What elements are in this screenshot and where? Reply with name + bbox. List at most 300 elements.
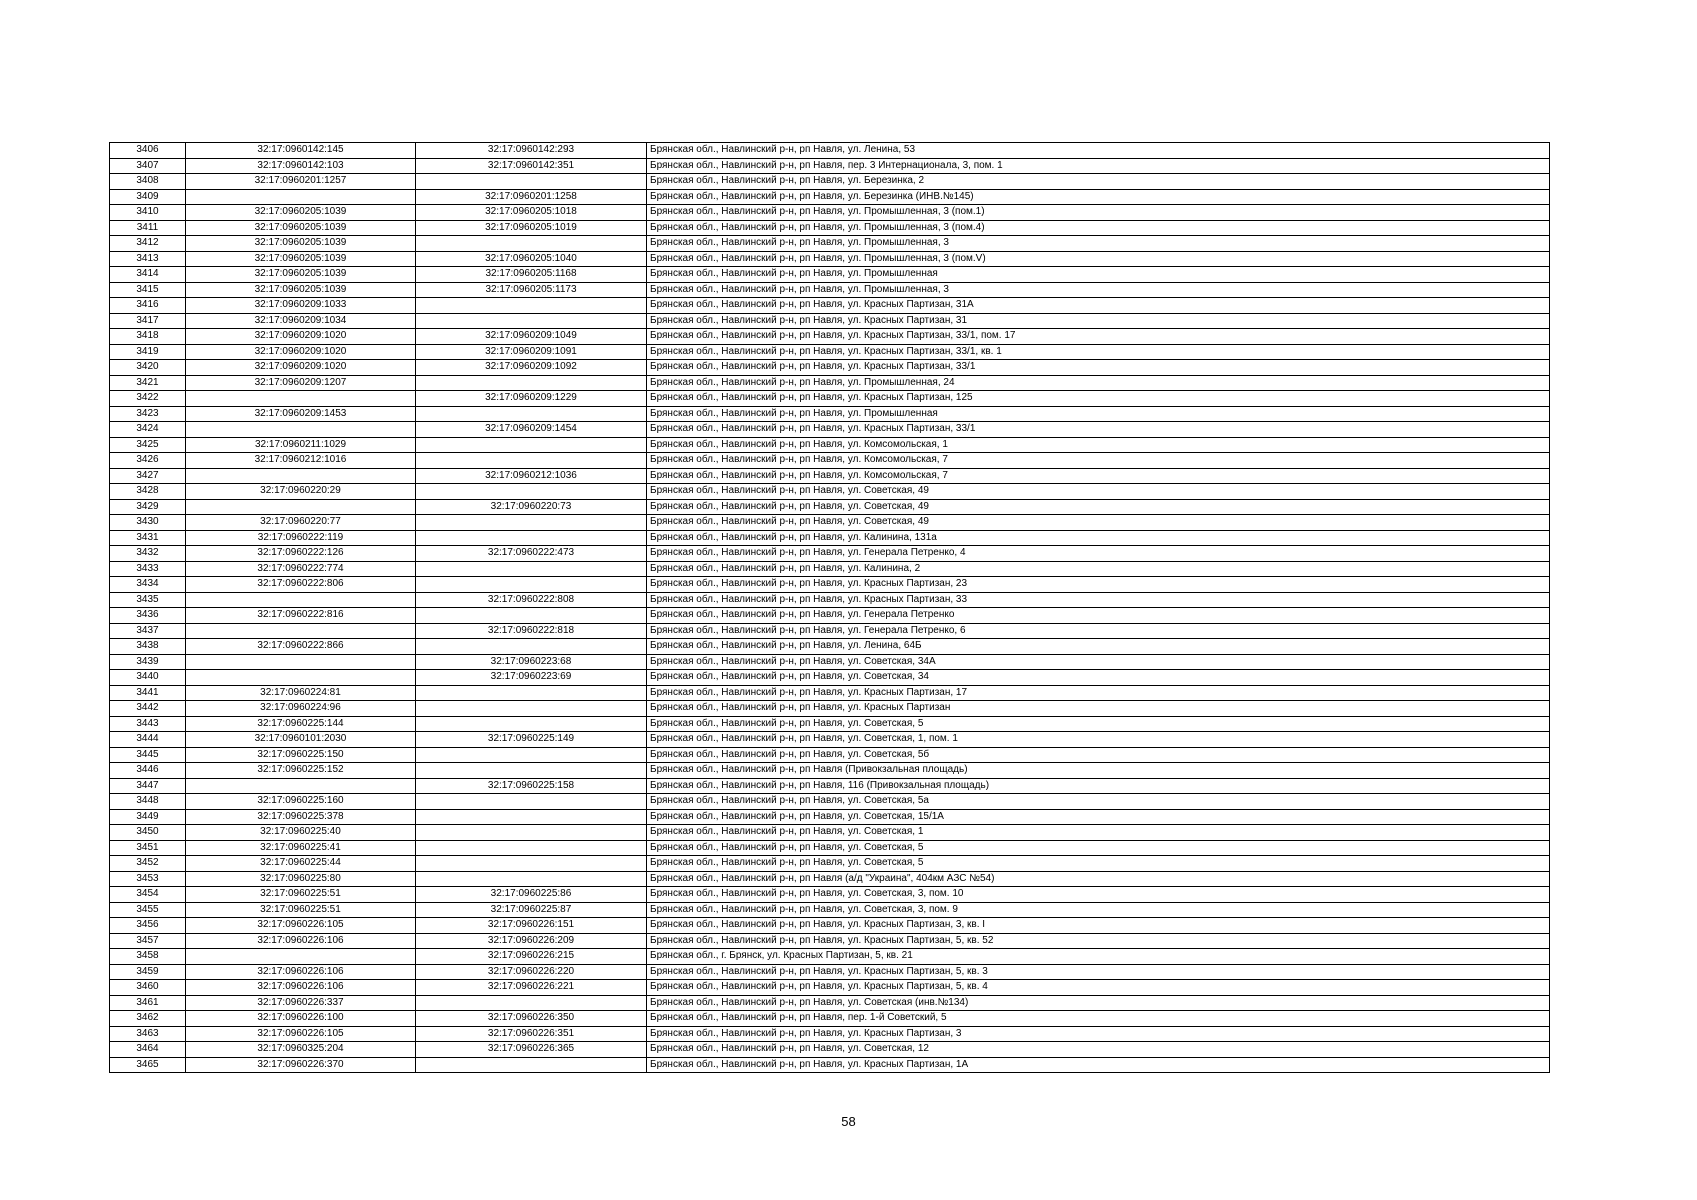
address-cell: Брянская обл., Навлинский р-н, рп Навля, ул. Красных Партизан, 33 (647, 592, 1550, 608)
row-number-cell: 3463 (110, 1026, 186, 1042)
object-number-cell: 32:17:0960226:215 (416, 949, 647, 965)
row-number-cell: 3443 (110, 716, 186, 732)
parcel-number-cell: 32:17:0960205:1039 (186, 220, 416, 236)
table-row (110, 825, 1550, 841)
parcel-number-cell (186, 468, 416, 484)
table-row (110, 964, 1550, 980)
address-cell: Брянская обл., Навлинский р-н, рп Навля, ул. Калинина, 131а (647, 530, 1550, 546)
address-cell: Брянская обл., Навлинский р-н, рп Навля, ул. Комсомольская, 1 (647, 437, 1550, 453)
table-row (110, 313, 1550, 329)
table-row (110, 143, 1550, 159)
address-cell: Брянская обл., Навлинский р-н, рп Навля, ул. Промышленная, 3 (пом.1) (647, 205, 1550, 221)
address-cell: Брянская обл., Навлинский р-н, рп Навля, ул. Красных Партизан, 3, кв. I (647, 918, 1550, 934)
table-row (110, 732, 1550, 748)
table-row (110, 1042, 1550, 1058)
address-cell: Брянская обл., Навлинский р-н, рп Навля, ул. Советская, 5 (647, 716, 1550, 732)
table-row (110, 391, 1550, 407)
table-row (110, 856, 1550, 872)
row-number-cell: 3453 (110, 871, 186, 887)
address-cell: Брянская обл., Навлинский р-н, рп Навля, ул. Промышленная, 3 (пом.V) (647, 251, 1550, 267)
row-number-cell: 3429 (110, 499, 186, 515)
address-cell: Брянская обл., Навлинский р-н, рп Навля, ул. Генерала Петренко, 4 (647, 546, 1550, 562)
address-cell: Брянская обл., Навлинский р-н, рп Навля, ул. Красных Партизан (647, 701, 1550, 717)
table-row (110, 608, 1550, 624)
parcel-number-cell: 32:17:0960226:106 (186, 980, 416, 996)
object-number-cell: 32:17:0960226:350 (416, 1011, 647, 1027)
parcel-number-cell: 32:17:0960224:81 (186, 685, 416, 701)
address-cell: Брянская обл., Навлинский р-н, рп Навля, ул. Советская, 5 (647, 856, 1550, 872)
object-number-cell: 32:17:0960142:293 (416, 143, 647, 159)
table-row (110, 654, 1550, 670)
object-number-cell (416, 716, 647, 732)
object-number-cell: 32:17:0960223:69 (416, 670, 647, 686)
table-row (110, 933, 1550, 949)
parcel-number-cell: 32:17:0960225:51 (186, 887, 416, 903)
row-number-cell: 3419 (110, 344, 186, 360)
row-number-cell: 3442 (110, 701, 186, 717)
object-number-cell: 32:17:0960226:351 (416, 1026, 647, 1042)
address-cell: Брянская обл., Навлинский р-н, рп Навля, ул. Красных Партизан, 17 (647, 685, 1550, 701)
row-number-cell: 3433 (110, 561, 186, 577)
address-cell: Брянская обл., Навлинский р-н, рп Навля, ул. Ленина, 64Б (647, 639, 1550, 655)
parcel-number-cell (186, 391, 416, 407)
table-row (110, 763, 1550, 779)
table-row (110, 809, 1550, 825)
parcel-number-cell: 32:17:0960226:100 (186, 1011, 416, 1027)
object-number-cell: 32:17:0960225:158 (416, 778, 647, 794)
address-cell: Брянская обл., Навлинский р-н, рп Навля, ул. Генерала Петренко, 6 (647, 623, 1550, 639)
object-number-cell (416, 840, 647, 856)
parcel-number-cell: 32:17:0960209:1020 (186, 329, 416, 345)
table-row (110, 747, 1550, 763)
parcel-number-cell: 32:17:0960225:144 (186, 716, 416, 732)
row-number-cell: 3416 (110, 298, 186, 314)
parcel-number-cell: 32:17:0960222:119 (186, 530, 416, 546)
object-number-cell: 32:17:0960142:351 (416, 158, 647, 174)
row-number-cell: 3421 (110, 375, 186, 391)
row-number-cell: 3430 (110, 515, 186, 531)
row-number-cell: 3465 (110, 1057, 186, 1073)
parcel-number-cell: 32:17:0960205:1039 (186, 282, 416, 298)
address-cell: Брянская обл., Навлинский р-н, рп Навля, ул. Промышленная (647, 267, 1550, 283)
table-row (110, 1057, 1550, 1073)
object-number-cell (416, 1057, 647, 1073)
object-number-cell (416, 871, 647, 887)
table-row (110, 205, 1550, 221)
address-cell: Брянская обл., Навлинский р-н, рп Навля, ул. Советская, 49 (647, 515, 1550, 531)
address-cell: Брянская обл., Навлинский р-н, рп Навля, ул. Генерала Петренко (647, 608, 1550, 624)
row-number-cell: 3447 (110, 778, 186, 794)
parcel-number-cell: 32:17:0960222:806 (186, 577, 416, 593)
row-number-cell: 3435 (110, 592, 186, 608)
row-number-cell: 3457 (110, 933, 186, 949)
parcel-number-cell: 32:17:0960226:105 (186, 1026, 416, 1042)
parcel-number-cell (186, 670, 416, 686)
table-row (110, 499, 1550, 515)
object-number-cell (416, 701, 647, 717)
row-number-cell: 3456 (110, 918, 186, 934)
address-cell: Брянская обл., Навлинский р-н, рп Навля (Привокзальная площадь) (647, 763, 1550, 779)
row-number-cell: 3406 (110, 143, 186, 159)
parcel-number-cell: 32:17:0960211:1029 (186, 437, 416, 453)
table-row (110, 251, 1550, 267)
object-number-cell: 32:17:0960205:1168 (416, 267, 647, 283)
address-cell: Брянская обл., Навлинский р-н, рп Навля, ул. Советская, 1 (647, 825, 1550, 841)
object-number-cell: 32:17:0960220:73 (416, 499, 647, 515)
object-number-cell (416, 406, 647, 422)
row-number-cell: 3440 (110, 670, 186, 686)
object-number-cell: 32:17:0960209:1049 (416, 329, 647, 345)
address-cell: Брянская обл., Навлинский р-н, рп Навля, пер. 1-й Советский, 5 (647, 1011, 1550, 1027)
address-cell: Брянская обл., Навлинский р-н, рп Навля, ул. Промышленная, 24 (647, 375, 1550, 391)
object-number-cell (416, 608, 647, 624)
parcel-number-cell (186, 949, 416, 965)
parcel-number-cell: 32:17:0960225:160 (186, 794, 416, 810)
parcel-number-cell: 32:17:0960225:44 (186, 856, 416, 872)
row-number-cell: 3449 (110, 809, 186, 825)
row-number-cell: 3432 (110, 546, 186, 562)
object-number-cell (416, 825, 647, 841)
address-cell: Брянская обл., Навлинский р-н, рп Навля, ул. Советская, 34А (647, 654, 1550, 670)
table-row (110, 437, 1550, 453)
parcel-number-cell: 32:17:0960222:774 (186, 561, 416, 577)
parcel-number-cell: 32:17:0960220:29 (186, 484, 416, 500)
table-row (110, 561, 1550, 577)
object-number-cell (416, 856, 647, 872)
object-number-cell (416, 577, 647, 593)
address-cell: Брянская обл., г. Брянск, ул. Красных Партизан, 5, кв. 21 (647, 949, 1550, 965)
parcel-number-cell: 32:17:0960209:1020 (186, 360, 416, 376)
parcel-number-cell: 32:17:0960225:51 (186, 902, 416, 918)
table-row (110, 995, 1550, 1011)
row-number-cell: 3431 (110, 530, 186, 546)
address-cell: Брянская обл., Навлинский р-н, рп Навля, ул. Комсомольская, 7 (647, 468, 1550, 484)
address-cell: Брянская обл., Навлинский р-н, рп Навля, ул. Красных Партизан, 33/1 (647, 360, 1550, 376)
table-row (110, 794, 1550, 810)
table-row (110, 778, 1550, 794)
address-cell: Брянская обл., Навлинский р-н, рп Навля, ул. Советская, 5а (647, 794, 1550, 810)
row-number-cell: 3411 (110, 220, 186, 236)
address-cell: Брянская обл., Навлинский р-н, рп Навля, ул. Красных Партизан, 3 (647, 1026, 1550, 1042)
table-row (110, 1011, 1550, 1027)
address-cell: Брянская обл., Навлинский р-н, рп Навля, ул. Калинина, 2 (647, 561, 1550, 577)
row-number-cell: 3437 (110, 623, 186, 639)
row-number-cell: 3446 (110, 763, 186, 779)
table-row (110, 158, 1550, 174)
object-number-cell: 32:17:0960209:1091 (416, 344, 647, 360)
object-number-cell: 32:17:0960212:1036 (416, 468, 647, 484)
object-number-cell (416, 375, 647, 391)
parcel-number-cell: 32:17:0960101:2030 (186, 732, 416, 748)
table-body (110, 143, 1550, 1073)
row-number-cell: 3417 (110, 313, 186, 329)
object-number-cell (416, 515, 647, 531)
address-cell: Брянская обл., Навлинский р-н, рп Навля, ул. Промышленная, 3 (647, 282, 1550, 298)
address-cell: Брянская обл., Навлинский р-н, рп Навля, 116 (Привокзальная площадь) (647, 778, 1550, 794)
row-number-cell: 3420 (110, 360, 186, 376)
parcel-number-cell: 32:17:0960226:105 (186, 918, 416, 934)
row-number-cell: 3439 (110, 654, 186, 670)
table-row (110, 1026, 1550, 1042)
table-row (110, 174, 1550, 190)
row-number-cell: 3422 (110, 391, 186, 407)
object-number-cell: 32:17:0960222:473 (416, 546, 647, 562)
row-number-cell: 3438 (110, 639, 186, 655)
table-row (110, 918, 1550, 934)
object-number-cell: 32:17:0960226:221 (416, 980, 647, 996)
row-number-cell: 3413 (110, 251, 186, 267)
object-number-cell (416, 453, 647, 469)
parcel-number-cell (186, 592, 416, 608)
row-number-cell: 3426 (110, 453, 186, 469)
row-number-cell: 3428 (110, 484, 186, 500)
cadastral-table (109, 142, 1550, 1073)
object-number-cell (416, 639, 647, 655)
table-row (110, 298, 1550, 314)
address-cell: Брянская обл., Навлинский р-н, рп Навля, ул. Ленина, 53 (647, 143, 1550, 159)
object-number-cell: 32:17:0960222:818 (416, 623, 647, 639)
object-number-cell (416, 794, 647, 810)
address-cell: Брянская обл., Навлинский р-н, рп Навля, ул. Советская, 3, пом. 10 (647, 887, 1550, 903)
row-number-cell: 3459 (110, 964, 186, 980)
row-number-cell: 3464 (110, 1042, 186, 1058)
object-number-cell (416, 685, 647, 701)
row-number-cell: 3455 (110, 902, 186, 918)
row-number-cell: 3452 (110, 856, 186, 872)
address-cell: Брянская обл., Навлинский р-н, рп Навля, ул. Красных Партизан, 23 (647, 577, 1550, 593)
table-row (110, 546, 1550, 562)
parcel-number-cell: 32:17:0960225:152 (186, 763, 416, 779)
table-row (110, 592, 1550, 608)
object-number-cell: 32:17:0960225:86 (416, 887, 647, 903)
address-cell: Брянская обл., Навлинский р-н, рп Навля (а/д "Украина", 404км АЗС №54) (647, 871, 1550, 887)
table-row (110, 840, 1550, 856)
table-row (110, 422, 1550, 438)
address-cell: Брянская обл., Навлинский р-н, рп Навля, ул. Красных Партизан, 33/1 (647, 422, 1550, 438)
parcel-number-cell: 32:17:0960205:1039 (186, 267, 416, 283)
table-row (110, 453, 1550, 469)
parcel-number-cell (186, 778, 416, 794)
parcel-number-cell: 32:17:0960142:145 (186, 143, 416, 159)
parcel-number-cell: 32:17:0960226:370 (186, 1057, 416, 1073)
address-cell: Брянская обл., Навлинский р-н, рп Навля, ул. Советская (инв.№134) (647, 995, 1550, 1011)
address-cell: Брянская обл., Навлинский р-н, рп Навля, ул. Советская, 12 (647, 1042, 1550, 1058)
parcel-number-cell: 32:17:0960226:337 (186, 995, 416, 1011)
parcel-number-cell (186, 499, 416, 515)
address-cell: Брянская обл., Навлинский р-н, рп Навля, ул. Советская, 34 (647, 670, 1550, 686)
address-cell: Брянская обл., Навлинский р-н, рп Навля, ул. Красных Партизан, 33/1, пом. 17 (647, 329, 1550, 345)
row-number-cell: 3454 (110, 887, 186, 903)
parcel-number-cell: 32:17:0960222:126 (186, 546, 416, 562)
page-number: 58 (841, 1114, 856, 1129)
table-row (110, 468, 1550, 484)
row-number-cell: 3410 (110, 205, 186, 221)
address-cell: Брянская обл., Навлинский р-н, рп Навля, ул. Красных Партизан, 33/1, кв. 1 (647, 344, 1550, 360)
parcel-number-cell: 32:17:0960209:1453 (186, 406, 416, 422)
table-row (110, 344, 1550, 360)
object-number-cell (416, 437, 647, 453)
object-number-cell (416, 763, 647, 779)
parcel-number-cell: 32:17:0960142:103 (186, 158, 416, 174)
parcel-number-cell: 32:17:0960225:150 (186, 747, 416, 763)
table-row (110, 236, 1550, 252)
row-number-cell: 3441 (110, 685, 186, 701)
object-number-cell: 32:17:0960222:808 (416, 592, 647, 608)
row-number-cell: 3450 (110, 825, 186, 841)
row-number-cell: 3444 (110, 732, 186, 748)
address-cell: Брянская обл., Навлинский р-н, рп Навля, ул. Советская, 3, пом. 9 (647, 902, 1550, 918)
table-row (110, 902, 1550, 918)
table-row (110, 530, 1550, 546)
address-cell: Брянская обл., Навлинский р-н, рп Навля, пер. 3 Интернационала, 3, пом. 1 (647, 158, 1550, 174)
table-row (110, 577, 1550, 593)
row-number-cell: 3407 (110, 158, 186, 174)
row-number-cell: 3434 (110, 577, 186, 593)
parcel-number-cell (186, 623, 416, 639)
address-cell: Брянская обл., Навлинский р-н, рп Навля, ул. Советская, 5б (647, 747, 1550, 763)
object-number-cell (416, 298, 647, 314)
row-number-cell: 3423 (110, 406, 186, 422)
row-number-cell: 3409 (110, 189, 186, 205)
row-number-cell: 3436 (110, 608, 186, 624)
address-cell: Брянская обл., Навлинский р-н, рп Навля, ул. Березинка (ИНВ.№145) (647, 189, 1550, 205)
object-number-cell (416, 530, 647, 546)
table-row (110, 515, 1550, 531)
parcel-number-cell: 32:17:0960209:1033 (186, 298, 416, 314)
object-number-cell: 32:17:0960201:1258 (416, 189, 647, 205)
object-number-cell: 32:17:0960209:1092 (416, 360, 647, 376)
parcel-number-cell: 32:17:0960209:1207 (186, 375, 416, 391)
address-cell: Брянская обл., Навлинский р-н, рп Навля, ул. Березинка, 2 (647, 174, 1550, 190)
parcel-number-cell: 32:17:0960209:1020 (186, 344, 416, 360)
parcel-number-cell: 32:17:0960205:1039 (186, 251, 416, 267)
address-cell: Брянская обл., Навлинский р-н, рп Навля, ул. Советская, 15/1А (647, 809, 1550, 825)
address-cell: Брянская обл., Навлинский р-н, рп Навля, ул. Советская, 1, пом. 1 (647, 732, 1550, 748)
parcel-number-cell: 32:17:0960226:106 (186, 964, 416, 980)
row-number-cell: 3408 (110, 174, 186, 190)
parcel-number-cell (186, 654, 416, 670)
address-cell: Брянская обл., Навлинский р-н, рп Навля, ул. Красных Партизан, 5, кв. 52 (647, 933, 1550, 949)
object-number-cell: 32:17:0960223:68 (416, 654, 647, 670)
row-number-cell: 3451 (110, 840, 186, 856)
object-number-cell: 32:17:0960226:365 (416, 1042, 647, 1058)
object-number-cell: 32:17:0960205:1173 (416, 282, 647, 298)
address-cell: Брянская обл., Навлинский р-н, рп Навля, ул. Комсомольская, 7 (647, 453, 1550, 469)
table-row (110, 623, 1550, 639)
table-row (110, 887, 1550, 903)
row-number-cell: 3425 (110, 437, 186, 453)
address-cell: Брянская обл., Навлинский р-н, рп Навля, ул. Красных Партизан, 31А (647, 298, 1550, 314)
row-number-cell: 3448 (110, 794, 186, 810)
table-row (110, 220, 1550, 236)
table-row (110, 871, 1550, 887)
object-number-cell: 32:17:0960225:87 (416, 902, 647, 918)
object-number-cell: 32:17:0960225:149 (416, 732, 647, 748)
parcel-number-cell: 32:17:0960225:40 (186, 825, 416, 841)
object-number-cell (416, 995, 647, 1011)
object-number-cell: 32:17:0960209:1229 (416, 391, 647, 407)
object-number-cell (416, 747, 647, 763)
parcel-number-cell: 32:17:0960225:41 (186, 840, 416, 856)
object-number-cell (416, 236, 647, 252)
row-number-cell: 3414 (110, 267, 186, 283)
parcel-number-cell: 32:17:0960205:1039 (186, 236, 416, 252)
table-row (110, 360, 1550, 376)
table-row (110, 329, 1550, 345)
table-row (110, 980, 1550, 996)
object-number-cell (416, 484, 647, 500)
address-cell: Брянская обл., Навлинский р-н, рп Навля, ул. Красных Партизан, 5, кв. 3 (647, 964, 1550, 980)
object-number-cell: 32:17:0960205:1018 (416, 205, 647, 221)
table-row (110, 716, 1550, 732)
object-number-cell (416, 809, 647, 825)
object-number-cell (416, 561, 647, 577)
parcel-number-cell: 32:17:0960222:866 (186, 639, 416, 655)
address-cell: Брянская обл., Навлинский р-н, рп Навля, ул. Красных Партизан, 31 (647, 313, 1550, 329)
address-cell: Брянская обл., Навлинский р-н, рп Навля, ул. Красных Партизан, 1А (647, 1057, 1550, 1073)
address-cell: Брянская обл., Навлинский р-н, рп Навля, ул. Советская, 5 (647, 840, 1550, 856)
table-row (110, 949, 1550, 965)
address-cell: Брянская обл., Навлинский р-н, рп Навля, ул. Промышленная (647, 406, 1550, 422)
address-cell: Брянская обл., Навлинский р-н, рп Навля, ул. Промышленная, 3 (647, 236, 1550, 252)
parcel-number-cell: 32:17:0960222:816 (186, 608, 416, 624)
parcel-number-cell: 32:17:0960225:378 (186, 809, 416, 825)
address-cell: Брянская обл., Навлинский р-н, рп Навля, ул. Промышленная, 3 (пом.4) (647, 220, 1550, 236)
table-row (110, 406, 1550, 422)
table-row (110, 189, 1550, 205)
object-number-cell: 32:17:0960209:1454 (416, 422, 647, 438)
parcel-number-cell: 32:17:0960225:80 (186, 871, 416, 887)
row-number-cell: 3461 (110, 995, 186, 1011)
address-cell: Брянская обл., Навлинский р-н, рп Навля, ул. Советская, 49 (647, 484, 1550, 500)
object-number-cell: 32:17:0960205:1019 (416, 220, 647, 236)
parcel-number-cell: 32:17:0960212:1016 (186, 453, 416, 469)
row-number-cell: 3460 (110, 980, 186, 996)
row-number-cell: 3458 (110, 949, 186, 965)
parcel-number-cell: 32:17:0960201:1257 (186, 174, 416, 190)
parcel-number-cell: 32:17:0960209:1034 (186, 313, 416, 329)
object-number-cell: 32:17:0960226:209 (416, 933, 647, 949)
parcel-number-cell: 32:17:0960220:77 (186, 515, 416, 531)
table-row (110, 701, 1550, 717)
row-number-cell: 3424 (110, 422, 186, 438)
object-number-cell (416, 313, 647, 329)
row-number-cell: 3462 (110, 1011, 186, 1027)
object-number-cell (416, 174, 647, 190)
address-cell: Брянская обл., Навлинский р-н, рп Навля, ул. Советская, 49 (647, 499, 1550, 515)
parcel-number-cell (186, 422, 416, 438)
object-number-cell: 32:17:0960226:220 (416, 964, 647, 980)
parcel-number-cell: 32:17:0960224:96 (186, 701, 416, 717)
address-cell: Брянская обл., Навлинский р-н, рп Навля, ул. Красных Партизан, 125 (647, 391, 1550, 407)
object-number-cell: 32:17:0960205:1040 (416, 251, 647, 267)
parcel-number-cell: 32:17:0960325:204 (186, 1042, 416, 1058)
row-number-cell: 3412 (110, 236, 186, 252)
table-row (110, 484, 1550, 500)
table-row (110, 670, 1550, 686)
row-number-cell: 3418 (110, 329, 186, 345)
object-number-cell: 32:17:0960226:151 (416, 918, 647, 934)
row-number-cell: 3445 (110, 747, 186, 763)
row-number-cell: 3427 (110, 468, 186, 484)
table-row (110, 267, 1550, 283)
parcel-number-cell: 32:17:0960205:1039 (186, 205, 416, 221)
address-cell: Брянская обл., Навлинский р-н, рп Навля, ул. Красных Партизан, 5, кв. 4 (647, 980, 1550, 996)
row-number-cell: 3415 (110, 282, 186, 298)
table-row (110, 375, 1550, 391)
parcel-number-cell (186, 189, 416, 205)
table-row (110, 685, 1550, 701)
